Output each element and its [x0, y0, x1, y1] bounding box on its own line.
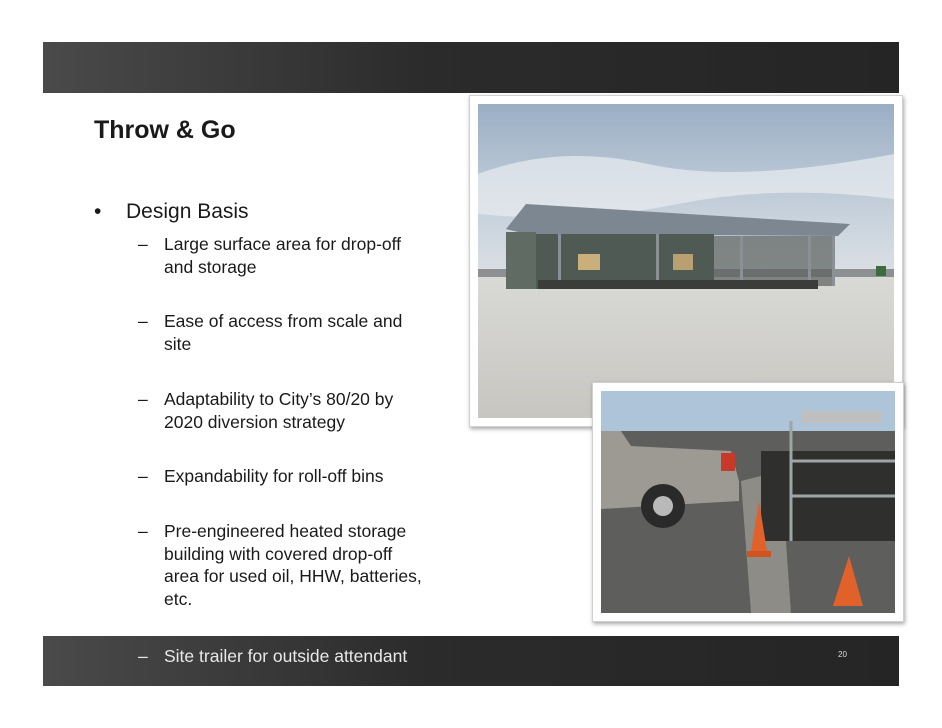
- bullet-marker: •: [94, 200, 102, 223]
- photo-storage-building: [469, 95, 903, 427]
- page-number: 20: [838, 650, 847, 659]
- sub-item-text: Pre-engineered heated storage building with covered drop-off area for used oil, HHW, batteries, etc.: [164, 521, 422, 609]
- sub-item-text: Ease of access from scale and site: [164, 311, 403, 354]
- storage-building-image: [478, 104, 894, 418]
- sub-item-text: Large surface area for drop-off and storage: [164, 234, 402, 277]
- sub-item-text: Adaptability to City’s 80/20 by 2020 diversion strategy: [164, 389, 394, 432]
- sub-item-text: Expandability for roll-off bins: [164, 466, 384, 486]
- bullet-text: Design Basis: [126, 200, 249, 223]
- sub-item-marker: –: [138, 466, 148, 486]
- slide-title: Throw & Go: [94, 116, 236, 144]
- sub-item-marker: –: [138, 311, 148, 331]
- sub-item-marker: –: [138, 389, 148, 409]
- sub-item-marker: –: [138, 234, 148, 254]
- sub-item-marker: –: [138, 646, 148, 666]
- truck-and-bins-image: [601, 391, 895, 613]
- sub-item-text: Site trailer for outside attendant: [164, 646, 408, 666]
- photo-truck-and-bins: [592, 382, 904, 622]
- sub-item-marker: –: [138, 521, 148, 541]
